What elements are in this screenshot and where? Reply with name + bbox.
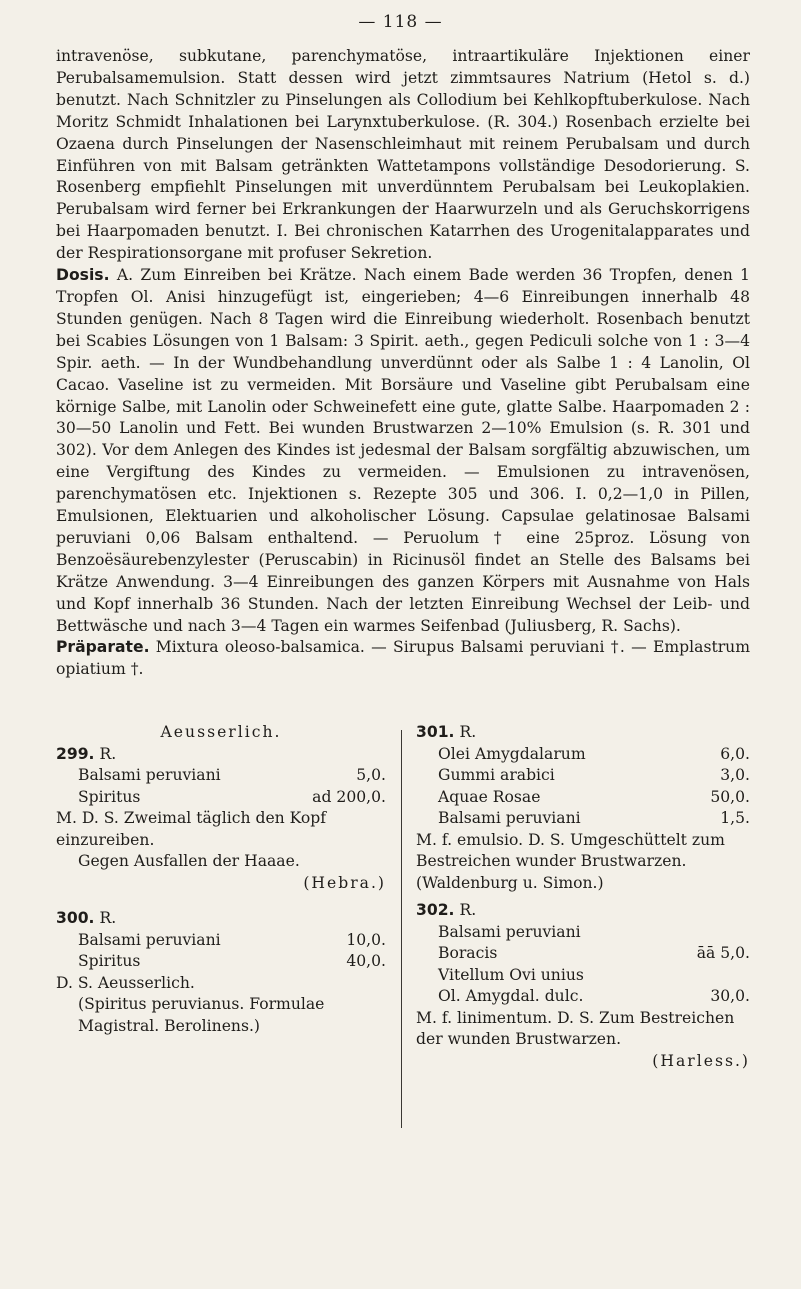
recipe-header	[56, 908, 386, 930]
ingredient-row	[416, 765, 750, 787]
recipe-columns	[56, 722, 750, 1142]
paragraph-dosis	[56, 265, 750, 637]
ingredient-row	[416, 744, 750, 766]
page-number: — 118 —	[358, 12, 443, 32]
ingredient-row	[416, 787, 750, 809]
ingredient-row	[416, 943, 750, 965]
recipe-302	[416, 900, 750, 1072]
ingredient-name: Balsami peruviani	[438, 922, 581, 941]
ingredient-name: Boracis	[438, 944, 498, 962]
dosis-text: A. Zum Einreiben bei Krätze. Nach einem Bade werden 36 Tropfen, denen 1 Tropfen Ol. Anisi hinzugefügt ist, eingerieben; 4—6 Einreibungen innerhalb 48 Stunden genügen. Nach 8 Tagen wird die Einreibung wiederholt. Rosenbach benutzt bei Scabies Lösungen von 1 Balsam: 3 Spirit. aeth., gegen Pediculi solche von 1 : 3—4 Spir. aeth. — In der Wundbehandlung unverdünnt oder als Salbe 1 : 4 Lanolin, Ol Cacao. Vaseline ist zu vermeiden. Mit Borsäure und Vaseline gibt Perubalsam eine körnige Salbe, mit Lanolin oder Schweinefett eine gute, glatte Salbe. Haarpomaden 2 : 30—50 Lanolin und Fett. Bei wunden Brustwarzen 2—10% Emulsion (s. R. 301 und 302). Vor dem Anlegen des Kindes ist jedesmal der Balsam sorgfältig abzuwischen, um eine Vergiftung des Kindes zu vermeiden. — Emulsionen zu intravenösen, parenchymatösen etc. Injektionen s. Rezepte 305 und 306. I. 0,2—1,0 in Pillen, Emulsionen, Elektuarien und alkoholischer Lösung. Capsulae gelatinosae Balsami peruviani 0,06 Balsam enthaltend. — Peruolum † eine 25proz. Lösung von Benzoësäurebenzylester (Peruscabin) in Ricinusöl findet an Stelle des Balsams bei Krätze Anwendung. 3—4 Einreibungen des ganzen Körpers mit Ausnahme von Hals und Kopf innerhalb 36 Stunden. Nach der letzten Einreibung Wechsel der Leib- und Bettwäsche und nach 3—4 Tagen ein warmes Seifenbad (Juliusberg, R. Sachs).	[56, 266, 750, 635]
ingredient-name: Ol. Amygdal. dulc.	[438, 987, 584, 1005]
ingredient-row	[56, 787, 386, 809]
recipe-instruction: M. f. linimentum. D. S. Zum Bestreichen der wunden Brustwarzen.	[416, 1008, 735, 1048]
recipe-author: (Hebra.)	[303, 873, 386, 892]
ingredient-name: Olei Amygdalarum	[438, 744, 586, 763]
column-divider	[401, 730, 402, 1128]
ingredient-name: Spiritus	[78, 952, 141, 970]
ingredient-row	[416, 922, 750, 944]
recipe-number: 299.	[56, 744, 95, 763]
ingredient-name: Balsami peruviani	[78, 766, 221, 784]
recipe-299	[56, 744, 386, 895]
ingredient-name: Vitellum Ovi unius	[438, 965, 584, 984]
ingredient-row	[56, 765, 386, 787]
recipe-instruction: M. D. S. Zweimal täglich den Kopf einzureiben.	[56, 809, 327, 849]
main-text	[56, 46, 750, 681]
ingredient-qty: 6,0.	[720, 744, 750, 763]
recipe-number: 302.	[416, 901, 455, 919]
recipe-r: R.	[459, 901, 477, 919]
praeparate-heading: Präparate.	[56, 638, 150, 657]
ingredient-qty: ad 200,0.	[312, 787, 386, 806]
recipe-r: R.	[99, 909, 117, 927]
ingredient-row	[416, 986, 750, 1008]
recipe-header	[56, 744, 386, 766]
recipe-instruction: D. S. Aeusserlich.	[56, 973, 195, 992]
ingredient-row	[56, 951, 386, 973]
recipe-author: (Harless.)	[652, 1051, 750, 1070]
praeparate-text: Mixtura oleoso-balsamica. — Sirupus Balsami peruviani †. — Emplastrum opiatium †.	[56, 638, 750, 679]
ingredient-row	[416, 965, 750, 987]
ingredient-name: Balsami peruviani	[78, 930, 221, 949]
ingredient-name: Balsami peruviani	[438, 809, 581, 827]
recipe-number: 300.	[56, 909, 95, 927]
ingredient-qty: 3,0.	[720, 766, 750, 784]
recipe-header	[416, 900, 750, 922]
recipe-column-left	[56, 722, 386, 1037]
recipe-column-right	[416, 722, 750, 1072]
ingredient-name: Spiritus	[78, 787, 141, 806]
ingredient-qty: 1,5.	[720, 809, 750, 827]
recipe-note: (Spiritus peruvianus. Formulae Magistral. Berolinens.)	[78, 995, 325, 1035]
ingredient-qty: 30,0.	[710, 987, 750, 1005]
ingredient-name: Gummi arabici	[438, 766, 555, 784]
ingredient-row	[56, 930, 386, 952]
ingredient-qty: 40,0.	[346, 952, 386, 970]
section-heading-aeusserlich: Aeusserlich.	[160, 723, 282, 741]
ingredient-row	[416, 808, 750, 830]
recipe-header	[416, 722, 750, 744]
ingredient-qty: 10,0.	[346, 930, 386, 949]
recipe-r: R.	[99, 744, 117, 763]
spacer	[56, 894, 386, 908]
recipe-r: R.	[459, 723, 477, 741]
paragraph-intro: intravenöse, subkutane, parenchymatöse, intraartikuläre Injektionen einer Perubalsamemulsion. Statt dessen wird jetzt zimmtsaures Natrium (Hetol s. d.) benutzt. Nach Schnitzler zu Pinselungen als Collodium bei Kehlkopftuberkulose. Nach Moritz Schmidt Inhalationen bei Larynxtuberkulose. (R. 304.) Rosenbach erzielte bei Ozaena durch Pinselungen der Nasenschleimhaut mit reinem Perubalsam und durch Einführen von mit Balsam getränkten Wattetampons vollständige Desodorierung. S. Rosenberg empfiehlt Pinselungen mit unverdünntem Perubalsam bei Leukoplakien. Perubalsam wird ferner bei Erkrankungen der Haarwurzeln und als Geruchskorrigens bei Haarpomaden benutzt. I. Bei chronischen Katarrhen des Urogenitalapparates und der Respirationsorgane mit profuser Sekretion.	[56, 47, 750, 263]
ingredient-qty: 5,0.	[356, 766, 386, 784]
ingredient-qty: 50,0.	[710, 787, 750, 806]
ingredient-name: Aquae Rosae	[438, 787, 541, 806]
recipe-number: 301.	[416, 723, 455, 741]
paragraph-praeparate	[56, 637, 750, 681]
recipe-instruction: M. f. emulsio. D. S. Umgeschüttelt zum Bestreichen wunder Brustwarzen. (Waldenburg u. Simon.)	[416, 830, 725, 892]
ingredient-qty: āā 5,0.	[696, 944, 750, 962]
recipe-note: Gegen Ausfallen der Haaae.	[78, 852, 300, 870]
dosis-heading: Dosis.	[56, 266, 110, 285]
recipe-301	[416, 722, 750, 894]
recipe-300	[56, 908, 386, 1037]
